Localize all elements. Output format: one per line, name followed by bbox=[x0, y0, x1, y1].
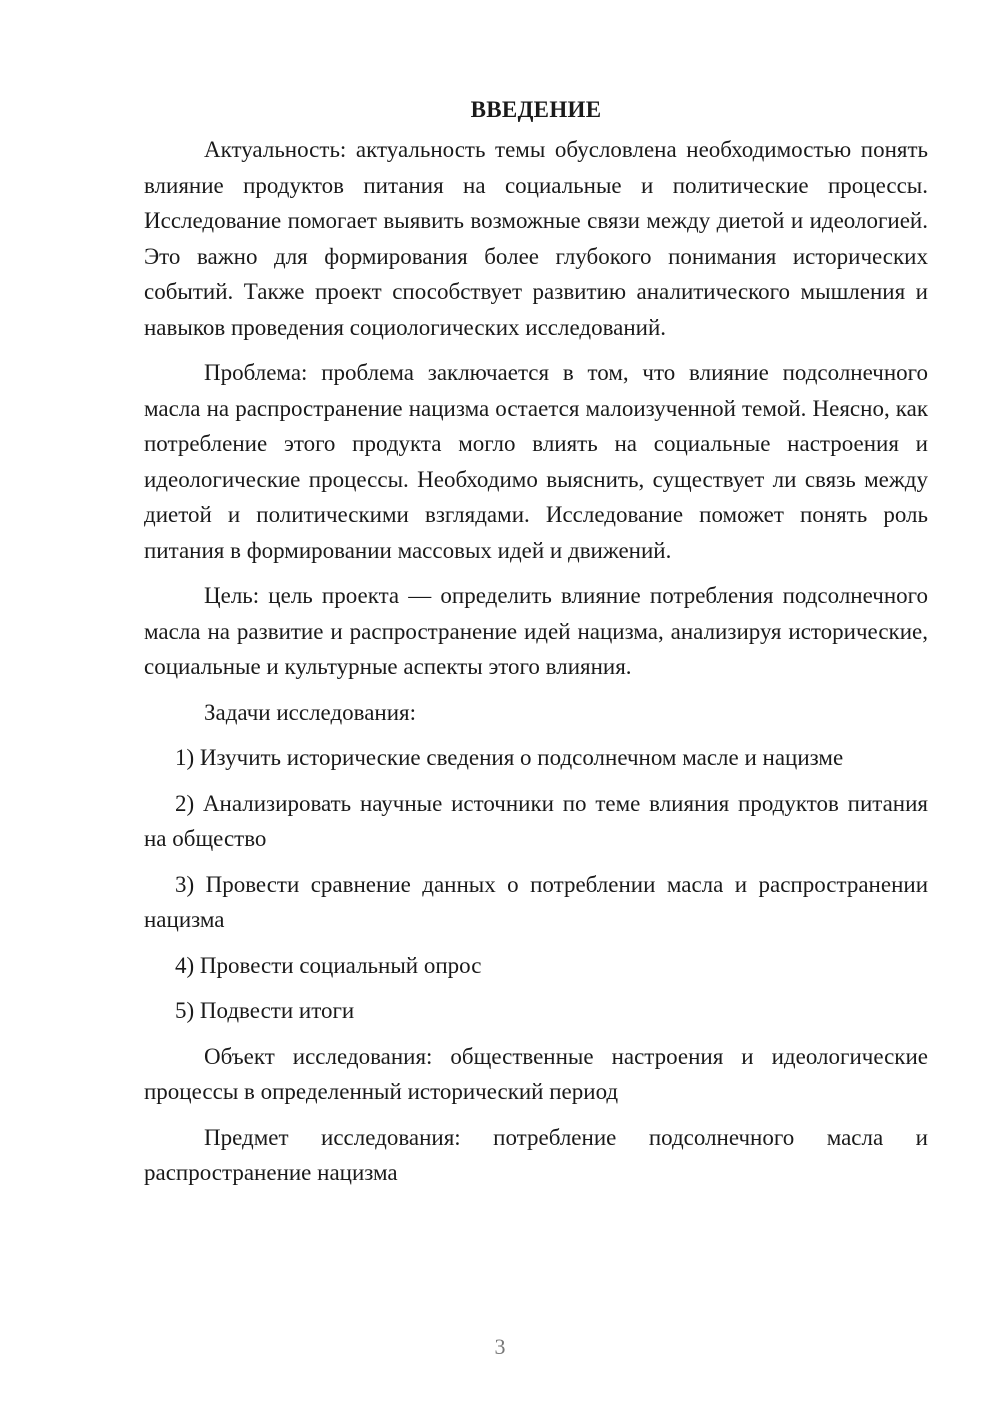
object-paragraph: Объект исследования: общественные настроения и идеологические процессы в определенный исторический период bbox=[144, 1043, 928, 1104]
task-item-3: 3) Провести сравнение данных о потреблении масла и распространении нацизма bbox=[144, 871, 928, 932]
tasks-title: Задачи исследования: bbox=[204, 699, 417, 725]
document-page bbox=[144, 92, 928, 1201]
task-item-1: 1) Изучить исторические сведения о подсолнечном масле и нацизме bbox=[175, 745, 844, 770]
task-item-2: 2) Анализировать научные источники по теме влияния продуктов питания на общество bbox=[144, 790, 928, 851]
problem-paragraph: Проблема: проблема заключается в том, что влияние подсолнечного масла на распространение нацизма остается малоизученной темой. Неясно, как потребление этого продукта могло влиять на социальные настроения и идеологические процессы. Необходимо выяснить, существует ли связь между диетой и политическими взглядами. Исследование поможет понять роль питания в формировании массовых идей и движений. bbox=[144, 360, 928, 563]
task-item-5: 5) Подвести итоги bbox=[175, 998, 355, 1023]
goal-paragraph: Цель: цель проекта — определить влияние потребления подсолнечного масла на развитие и распространение идей нацизма, анализируя исторические, социальные и культурные аспекты этого влияния. bbox=[144, 583, 928, 679]
subject-paragraph: Предмет исследования: потребление подсолнечного масла и распространение нацизма bbox=[144, 1124, 928, 1185]
task-item-4: 4) Провести социальный опрос bbox=[175, 952, 482, 978]
page-title: ВВЕДЕНИЕ bbox=[470, 97, 602, 122]
relevance-paragraph: Актуальность: актуальность темы обусловлена необходимостью понять влияние продуктов питания на социальные и политические процессы. Исследование помогает выявить возможные связи между диетой и идеологией. Это важно для формирования более глубокого понимания исторических событий. Также проект способствует развитию аналитического мышления и навыков проведения социологических исследований. bbox=[144, 137, 928, 340]
page-number: 3 bbox=[494, 1334, 506, 1359]
